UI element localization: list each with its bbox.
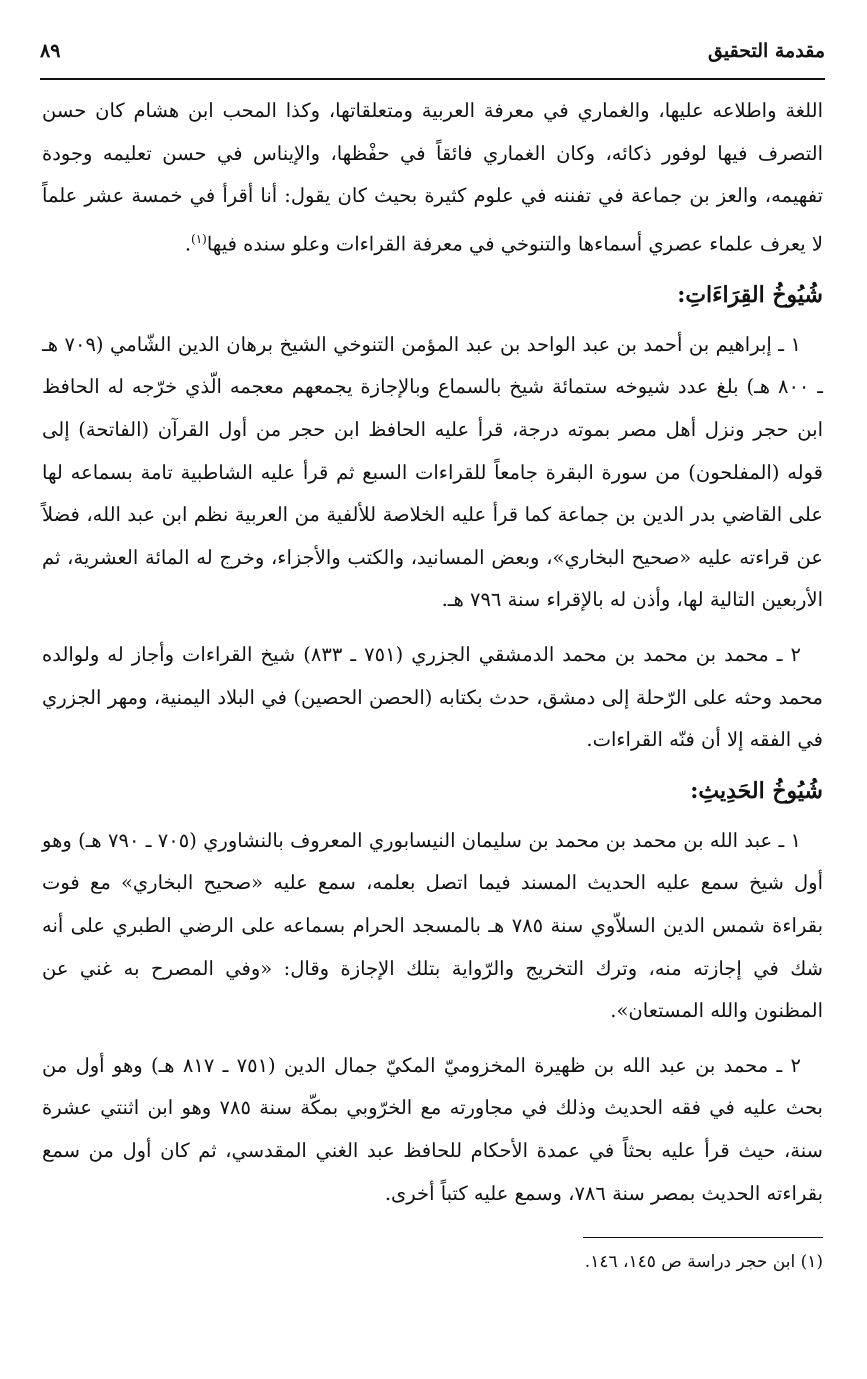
intro-end: . bbox=[184, 232, 192, 256]
intro-text: اللغة واطلاعه عليها، والغماري في معرفة العربية ومتعلقاتها، وكذا المحب ابن هشام كان حسن التصرف فيها لوفور ذكائه، وكان الغماري فائقاً في حفْظها، والإيناس في حسن تعليمه وجودة تفهيمه، والعز بن جماعة في تفننه في علوم كثيرة بحيث كان يقول: أنا أقرأ في خمسة عشر علماً لا يعرف علماء عصري أسماءها والتنوخي في معرفة القراءات وعلو سنده فيها bbox=[42, 99, 823, 256]
intro-paragraph bbox=[42, 90, 823, 266]
list-item: ٢ ـ محمد بن محمد بن محمد الدمشقي الجزري (٧٥١ ـ ٨٣٣) شيخ القراءات وأجاز له ولوالده محمد وحثه على الرّحلة إلى دمشق، حدث بكتابه (الحصن الحصين) في البلاد اليمنية، ومهر الجزري في الفقه إلا أن فنّه القراءات. bbox=[42, 643, 823, 752]
footnote-marker: (١) bbox=[191, 231, 207, 246]
list-item: ١ ـ عبد الله بن محمد بن محمد بن سليمان النيسابوري المعروف بالنشاوري (٧٠٥ ـ ٧٩٠ هـ) وهو أول شيخ سمع عليه الحديث المسند فيما اتصل بعلمه، سمع عليه «صحيح البخاري» مع فوت بقراءة شمس الدين السلاّوي سنة ٧٨٥ هـ بالمسجد الحرام بسماعه على الرضي الطبري على أنه شك في إجازته منه، وترك التخريج والرّواية بتلك الإجازة وقال: «وفي المصرح به غني عن المظنون والله المستعان». bbox=[42, 828, 823, 1023]
header-rule bbox=[40, 78, 825, 80]
heading-hadith: شُيُوخُ الحَدِيثِ: bbox=[690, 777, 823, 804]
running-header bbox=[40, 40, 825, 76]
running-title: مقدمة التحقيق bbox=[708, 40, 825, 62]
page-number: ٨٩ bbox=[40, 40, 61, 62]
heading-qiraat: شُيُوخُ القِرَاءَاتِ: bbox=[677, 281, 823, 308]
main-text bbox=[42, 90, 823, 1215]
list-item: ٢ ـ محمد بن عبد الله بن ظهيرة المخزوميّ المكيّ جمال الدين (٧٥١ ـ ٨١٧ هـ) وهو أول من بحث عليه في فقه الحديث وذلك في مجاورته مع الخرّوبي بمكّة سنة ٧٨٥ وهو ابن اثنتي عشرة سنة، حيث قرأ عليه بحثاً في عمدة الأحكام للحافظ عبد الغني المقدسي، ثم كان أول من سمع بقراءته الحديث بمصر سنة ٧٨٦، وسمع عليه كتباً أخرى. bbox=[42, 1053, 823, 1205]
footnote-rule bbox=[583, 1237, 823, 1238]
footnote: (١) ابن حجر دراسة ص ١٤٥، ١٤٦. bbox=[584, 1252, 823, 1272]
list-item: ١ ـ إبراهيم بن أحمد بن عبد الواحد بن عبد المؤمن التنوخي الشيخ برهان الدين الشّامي (٧٠٩ هـ ـ ٨٠٠ هـ) بلغ عدد شيوخه ستمائة شيخ بالسماع وبالإجازة يجمعهم معجمه الّذي خرّجه له الحافظ ابن حجر ونزل أهل مصر بموته درجة، قرأ عليه الحافظ ابن حجر من أول القرآن (الفاتحة) إلى قوله (المفلحون) من سورة البقرة جامعاً للقراءات السبع ثم قرأ عليه الشاطبية تامة بسماعه لها على القاضي بدر الدين بن جماعة كما قرأ عليه الخلاصة للألفية من العربية نظم ابن عبد الله، فضلاً عن قراءته عليه «صحيح البخاري»، وبعض المسانيد، والكتب والأجزاء، وخرج له المائة العشرية، ثم الأربعين التالية لها، وأذن له بالإقراء سنة ٧٩٦ هـ. bbox=[42, 332, 823, 612]
